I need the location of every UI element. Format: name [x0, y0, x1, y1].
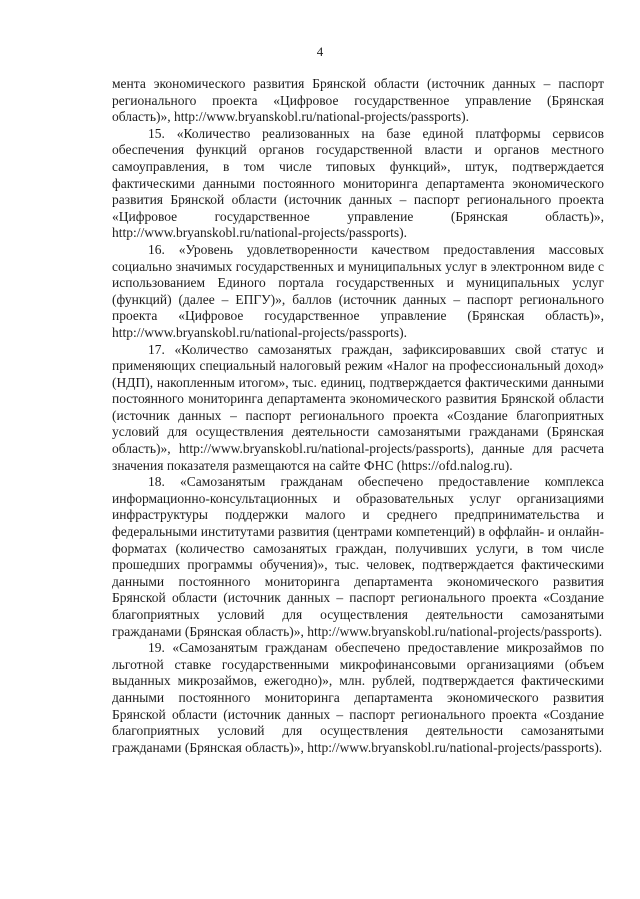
paragraph-item-15: 15. «Количество реализованных на базе единой платформы сервисов обеспечения функций органов государственной власти и органов местного самоуправления, в том числе типовых функций», штук, подтверждается фактическими данными постоянного мониторинга департамента экономического развития Брянской области (источник данных – паспорт регионального проекта «Цифровое государственное управление (Брянская область)», http://www.bryanskobl.ru/national-projects/passports).	[112, 125, 604, 241]
document-body	[112, 76, 604, 756]
paragraph-item-19: 19. «Самозанятым гражданам обеспечено предоставление микрозаймов по льготной ставке государственными микрофинансовыми организациями (объем выданных микрозаймов, ежегодно)», млн. рублей, подтверждается фактическими данными постоянного мониторинга департамента экономического развития Брянской области (источник данных – паспорт регионального проекта «Создание благоприятных условий для осуществления деятельности самозанятыми гражданами (Брянская область)», http://www.bryanskobl.ru/national-projects/passports).	[112, 640, 604, 755]
paragraph-item-16: 16. «Уровень удовлетворенности качеством предоставления массовых социально значимых государственных и муниципальных услуг в электронном виде с использованием Единого портала государственных и муниципальных услуг (функций) (далее – ЕПГУ)», баллов (источник данных – паспорт регионального проекта «Цифровое государственное управление (Брянская область)», http://www.bryanskobl.ru/national-projects/passports).	[112, 241, 604, 340]
paragraph-continuation: мента экономического развития Брянской области (источник данных – паспорт регионального проекта «Цифровое государственное управление (Брянская область)», http://www.bryanskobl.ru/national-projects/passports).	[112, 76, 604, 125]
page-number: 4	[316, 44, 324, 59]
paragraph-item-17: 17. «Количество самозанятых граждан, зафиксировавших свой статус и применяющих специальный налоговый режим «Налог на профессиональный доход» (НДП), накопленным итогом», тыс. единиц, подтверждается фактическими данными постоянного мониторинга департамента экономического развития Брянской области (источник данных – паспорт регионального проекта «Создание благоприятных условий для осуществления деятельности самозанятыми гражданами (Брянская область)», http://www.bryanskobl.ru/national-projects/passports), данные для расчета значения показателя размещаются на сайте ФНС (https://ofd.nalog.ru).	[112, 341, 604, 473]
paragraph-item-18: 18. «Самозанятым гражданам обеспечено предоставление комплекса информационно-консультационных и образовательных услуг организациями инфраструктуры поддержки малого и среднего предпринимательства и федеральными институтами развития (центрами компетенций) в оффлайн- и онлайн-форматах (количество самозанятых граждан, получивших услуги, в том числе прошедших программы обучения)», тыс. человек, подтверждается фактическими данными постоянного мониторинга департамента экономического развития Брянской области (источник данных – паспорт регионального проекта «Создание благоприятных условий для осуществления деятельности самозанятыми гражданами (Брянская область)», http://www.bryanskobl.ru/national-projects/passports).	[112, 474, 604, 639]
